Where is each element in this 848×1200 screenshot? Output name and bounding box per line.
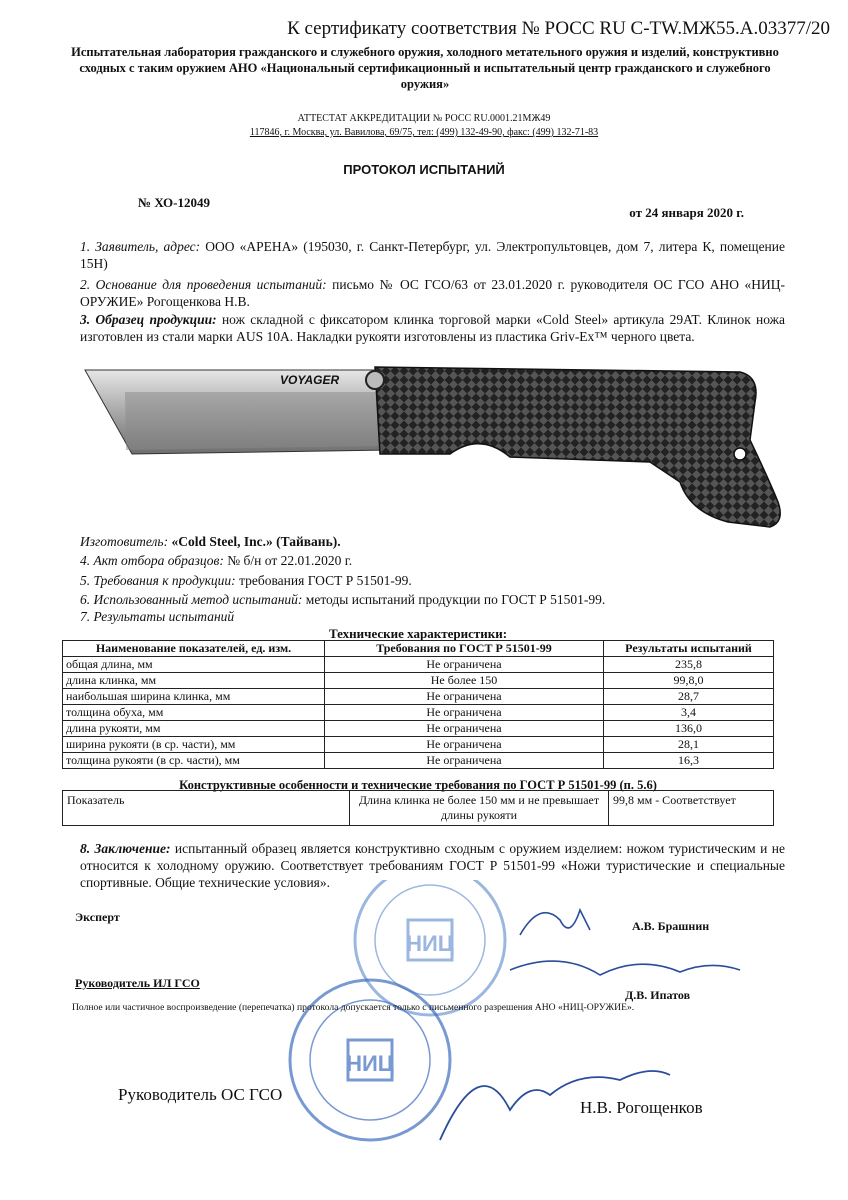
- table-cell: толщина рукояти (в ср. части), мм: [63, 753, 325, 769]
- lab-stamp: [355, 880, 505, 1015]
- knife-photo: [80, 362, 805, 530]
- table-header-row: [63, 641, 774, 657]
- item-label: 5. Требования к продукции:: [80, 573, 236, 588]
- table-row: [63, 753, 774, 769]
- item-label: 1. Заявитель, адрес:: [80, 239, 201, 254]
- construct-title: Конструктивные особенности и технические требования по ГОСТ Р 51501-99 (п. 5.6): [179, 778, 657, 792]
- conclusion-label: 8. Заключение:: [80, 841, 171, 856]
- expert-name: А.В. Брашнин: [632, 919, 710, 933]
- column-header: Наименование показателей, ед. изм.: [63, 641, 325, 657]
- head-lab-label: Руководитель ИЛ ГСО: [75, 976, 200, 990]
- table-cell: наибольшая ширина клинка, мм: [63, 689, 325, 705]
- item-label: 7. Результаты испытаний: [80, 609, 235, 624]
- accreditation-block: [0, 112, 848, 140]
- item-text: «Cold Steel, Inc.» (Тайвань).: [168, 534, 341, 549]
- knife-handle: [375, 367, 780, 527]
- item-label: 4. Акт отбора образцов:: [80, 553, 224, 568]
- reproduction-note: Полное или частичное воспроизведение (перепечатка) протокола допускается только с письменного разрешения АНО «НИЦ-ОРУЖИЕ».: [72, 1002, 635, 1013]
- table-row: [63, 689, 774, 705]
- protocol-title: ПРОТОКОЛ ИСПЫТАНИЙ: [343, 162, 505, 177]
- address-line: 117846, г. Москва, ул. Вавилова, 69/75, тел: (499) 132-49-90, факс: (499) 132-71-83: [249, 127, 599, 138]
- item-text: ООО «АРЕНА» (195030, г. Санкт-Петербург, ул. Электропультовцев, дом 7, литера К, помещение 15Н): [80, 239, 785, 271]
- table-cell: 136,0: [604, 721, 774, 737]
- table-cell: Не более 150: [325, 673, 604, 689]
- table-row: [63, 705, 774, 721]
- head-os-name: Н.В. Рогощенков: [580, 1098, 703, 1117]
- column-header: Результаты испытаний: [604, 641, 774, 657]
- table-cell: Не ограничена: [325, 657, 604, 673]
- item-method: [80, 591, 785, 608]
- head-os-label: Руководитель ОС ГСО: [118, 1085, 283, 1104]
- item-text: нож складной с фиксатором клинка торговой марки «Cold Steel» артикула 29AT. Клинок ножа изготовлен из стали марки AUS 10A. Накладки рукояти изготовлены из пластика Griv-Ex™ черного цвета.: [80, 312, 785, 344]
- column-header: Требования по ГОСТ Р 51501-99: [325, 641, 604, 657]
- expert-signature: [520, 910, 590, 935]
- lab-head-signature: [510, 961, 740, 975]
- table-cell: общая длина, мм: [63, 657, 325, 673]
- table-cell: Не ограничена: [325, 753, 604, 769]
- table-cell: длина рукояти, мм: [63, 721, 325, 737]
- conclusion-text: испытанный образец является конструктивно сходным с оружием изделием: ножом туристическим и не относится к холодному оружию. Соответствует требованиям ГОСТ Р 51501-99 «Ножи туристические и специальные спортивные. Общие технические условия».: [80, 841, 786, 890]
- svg-text:НИЦ: НИЦ: [406, 931, 454, 956]
- table-cell: 99,8,0: [604, 673, 774, 689]
- pivot-screw: [366, 371, 384, 389]
- lab-name: Испытательная лаборатория гражданского и служебного оружия, холодного метательного оружия и изделий, конструктивно сходных с таким оружием АНО «Национальный сертификационный и испытательный центр гражданского и служебного оружия»: [71, 45, 779, 91]
- table-row: [63, 657, 774, 673]
- table-cell: толщина обуха, мм: [63, 705, 325, 721]
- head-lab-name: Д.В. Ипатов: [625, 988, 691, 1002]
- item-basis: [80, 276, 785, 310]
- table-cell: 28,1: [604, 737, 774, 753]
- specs-title: Технические характеристики:: [328, 626, 508, 641]
- table-row: [63, 791, 774, 826]
- table-row: [63, 737, 774, 753]
- item-label: 3. Образец продукции:: [80, 312, 217, 327]
- knife-brand-label: VOYAGER: [280, 373, 340, 387]
- table-cell: Не ограничена: [325, 705, 604, 721]
- table-cell: 16,3: [604, 753, 774, 769]
- item-text: № б/н от 22.01.2020 г.: [223, 553, 353, 568]
- table-cell: 99,8 мм - Соответствует: [609, 791, 774, 826]
- table-row: [63, 673, 774, 689]
- item-label: 6. Использованный метод испытаний:: [80, 592, 303, 607]
- item-text: письмо № ОС ГСО/63 от 23.01.2020 г. руководителя ОС ГСО АНО «НИЦ-ОРУЖИЕ» Рогощенкова Н.В.: [80, 277, 785, 309]
- protocol-number: № ХО-12049: [138, 195, 210, 210]
- table-cell: 3,4: [604, 705, 774, 721]
- table-cell: длина клинка, мм: [63, 673, 325, 689]
- table-row: [63, 721, 774, 737]
- table-cell: 28,7: [604, 689, 774, 705]
- table-cell: ширина рукояти (в ср. части), мм: [63, 737, 325, 753]
- item-text: методы испытаний продукции по ГОСТ Р 51501-99.: [302, 592, 606, 607]
- table-cell: Не ограничена: [325, 737, 604, 753]
- table-cell: 235,8: [604, 657, 774, 673]
- item-sample: [80, 311, 785, 345]
- accreditation-line: АТТЕСТАТ АККРЕДИТАЦИИ № РОСС RU.0001.21МЖ49: [297, 113, 551, 124]
- item-results: [80, 608, 785, 625]
- table-cell: Длина клинка не более 150 мм и не превышает длины рукояти: [350, 791, 609, 826]
- specs-table: [62, 640, 774, 769]
- construct-table: [62, 790, 774, 826]
- item-applicant: [80, 238, 785, 272]
- item-sampling-act: [80, 552, 785, 569]
- table-cell: Не ограничена: [325, 721, 604, 737]
- protocol-date: от 24 января 2020 г.: [629, 205, 744, 220]
- item-requirements: [80, 572, 785, 589]
- svg-text:НИЦ: НИЦ: [346, 1051, 394, 1076]
- table-cell: Не ограничена: [325, 689, 604, 705]
- stamps-and-signatures: [280, 880, 820, 1180]
- item-label: Изготовитель:: [80, 534, 169, 549]
- item-label: 2. Основание для проведения испытаний:: [80, 277, 327, 292]
- expert-label: Эксперт: [75, 910, 120, 924]
- certificate-reference: К сертификату соответствия № РОСС RU С-TW.МЖ55.А.03377/20: [287, 18, 830, 39]
- table-cell: Показатель: [63, 791, 350, 826]
- item-text: требования ГОСТ Р 51501-99.: [235, 573, 412, 588]
- item-manufacturer: [80, 533, 785, 550]
